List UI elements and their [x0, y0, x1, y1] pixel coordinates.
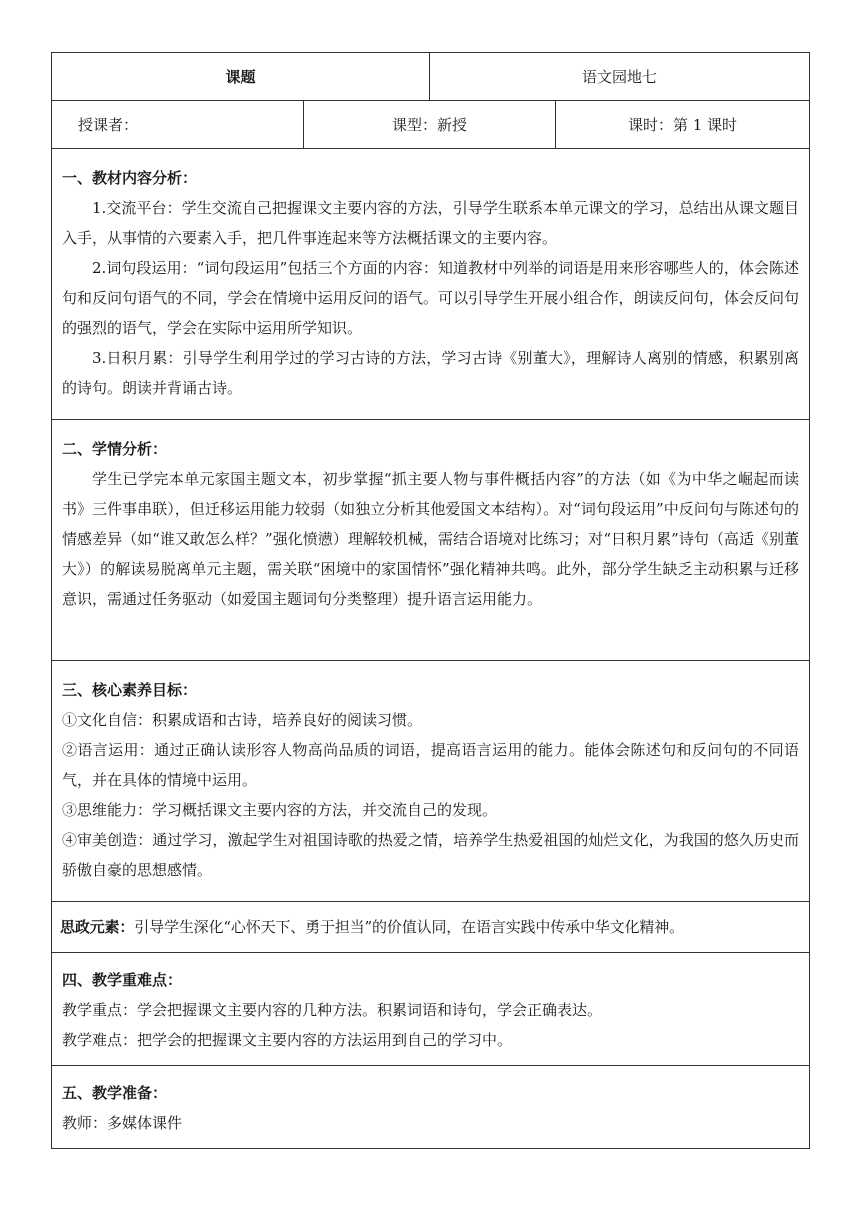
ideology-label: 思政元素： — [60, 918, 135, 936]
key-point: 教学重点：学会把握课文主要内容的几种方法。积累词语和诗句，学会正确表达。 — [62, 1001, 603, 1019]
topic-label: 课题 — [52, 53, 430, 101]
info-row — [52, 101, 810, 149]
section-core-goals — [52, 661, 810, 902]
section4-title: 四、教学重难点： — [62, 971, 183, 989]
section2-title: 二、学情分析： — [62, 440, 168, 458]
section5-title: 五、教学准备： — [62, 1084, 168, 1102]
goal-item: ③思维能力：学习概括课文主要内容的方法，并交流自己的发现。 — [62, 801, 498, 819]
lesson-type: 课型：新授 — [304, 101, 556, 149]
section2-paragraph: 学生已学完本单元家国主题文本，初步掌握“抓主要人物与事件概括内容”的方法（如《为中华之崛起而读书》三件事串联），但迁移运用能力较弱（如独立分析其他爱国文本结构）。对“词句段运用”中反问句与陈述句的情感差异（如“谁又敢怎么样？”强化愤懑）理解较机械，需结合语境对比练习；对“日积月累”诗句（高适《别董大》）的解读易脱离单元主题，需关联“困境中的家国情怀”强化精神共鸣。此外，部分学生缺乏主动积累与迁移意识，需通过任务驱动（如爱国主题词句分类整理）提升语言运用能力。 — [62, 470, 800, 608]
section-key-difficult — [52, 953, 810, 1066]
teacher-label: 授课者： — [52, 101, 304, 149]
section1-paragraph: 2.词句段运用：“词句段运用”包括三个方面的内容：知道教材中列举的词语是用来形容哪些人的，体会陈述句和反问句语气的不同，学会在情境中运用反问的语气。可以引导学生开展小组合作，朗读反问句，体会反问句的强烈的语气，学会在实际中运用所学知识。 — [62, 259, 800, 337]
goal-item: ④审美创造：通过学习，激起学生对祖国诗歌的热爱之情，培养学生热爱祖国的灿烂文化，为我国的悠久历史而骄傲自豪的思想感情。 — [62, 831, 800, 879]
ideology-text: 引导学生深化“心怀天下、勇于担当”的价值认同，在语言实践中传承中华文化精神。 — [134, 918, 684, 936]
section-preparation — [52, 1066, 810, 1149]
topic-value: 语文园地七 — [430, 53, 810, 101]
difficult-point: 教学难点：把学会的把握课文主要内容的方法运用到自己的学习中。 — [62, 1031, 513, 1049]
goal-item: ②语言运用：通过正确认读形容人物高尚品质的词语，提高语言运用的能力。能体会陈述句和反问句的不同语气，并在具体的情境中运用。 — [62, 741, 800, 789]
topic-row — [52, 53, 810, 101]
goal-item: ①文化自信：积累成语和古诗，培养良好的阅读习惯。 — [62, 711, 423, 729]
section1-paragraph: 1.交流平台：学生交流自己把握课文主要内容的方法，引导学生联系本单元课文的学习，总结出从课文题目入手，从事情的六要素入手，把几件事连起来等方法概括课文的主要内容。 — [62, 199, 800, 247]
section1-title: 一、教材内容分析： — [62, 169, 198, 187]
lesson-hours: 课时：第 1 课时 — [556, 101, 810, 149]
section-ideology — [52, 902, 810, 953]
lesson-plan-page — [51, 52, 809, 1149]
section3-title: 三、核心素养目标： — [62, 681, 198, 699]
section-textbook-analysis — [52, 149, 810, 420]
teacher-preparation: 教师：多媒体课件 — [62, 1114, 183, 1132]
section1-paragraph: 3.日积月累：引导学生利用学过的学习古诗的方法，学习古诗《别董大》，理解诗人离别的情感，积累别离的诗句。朗读并背诵古诗。 — [62, 349, 800, 397]
section-student-analysis — [52, 420, 810, 661]
lesson-plan-table — [51, 52, 810, 1149]
